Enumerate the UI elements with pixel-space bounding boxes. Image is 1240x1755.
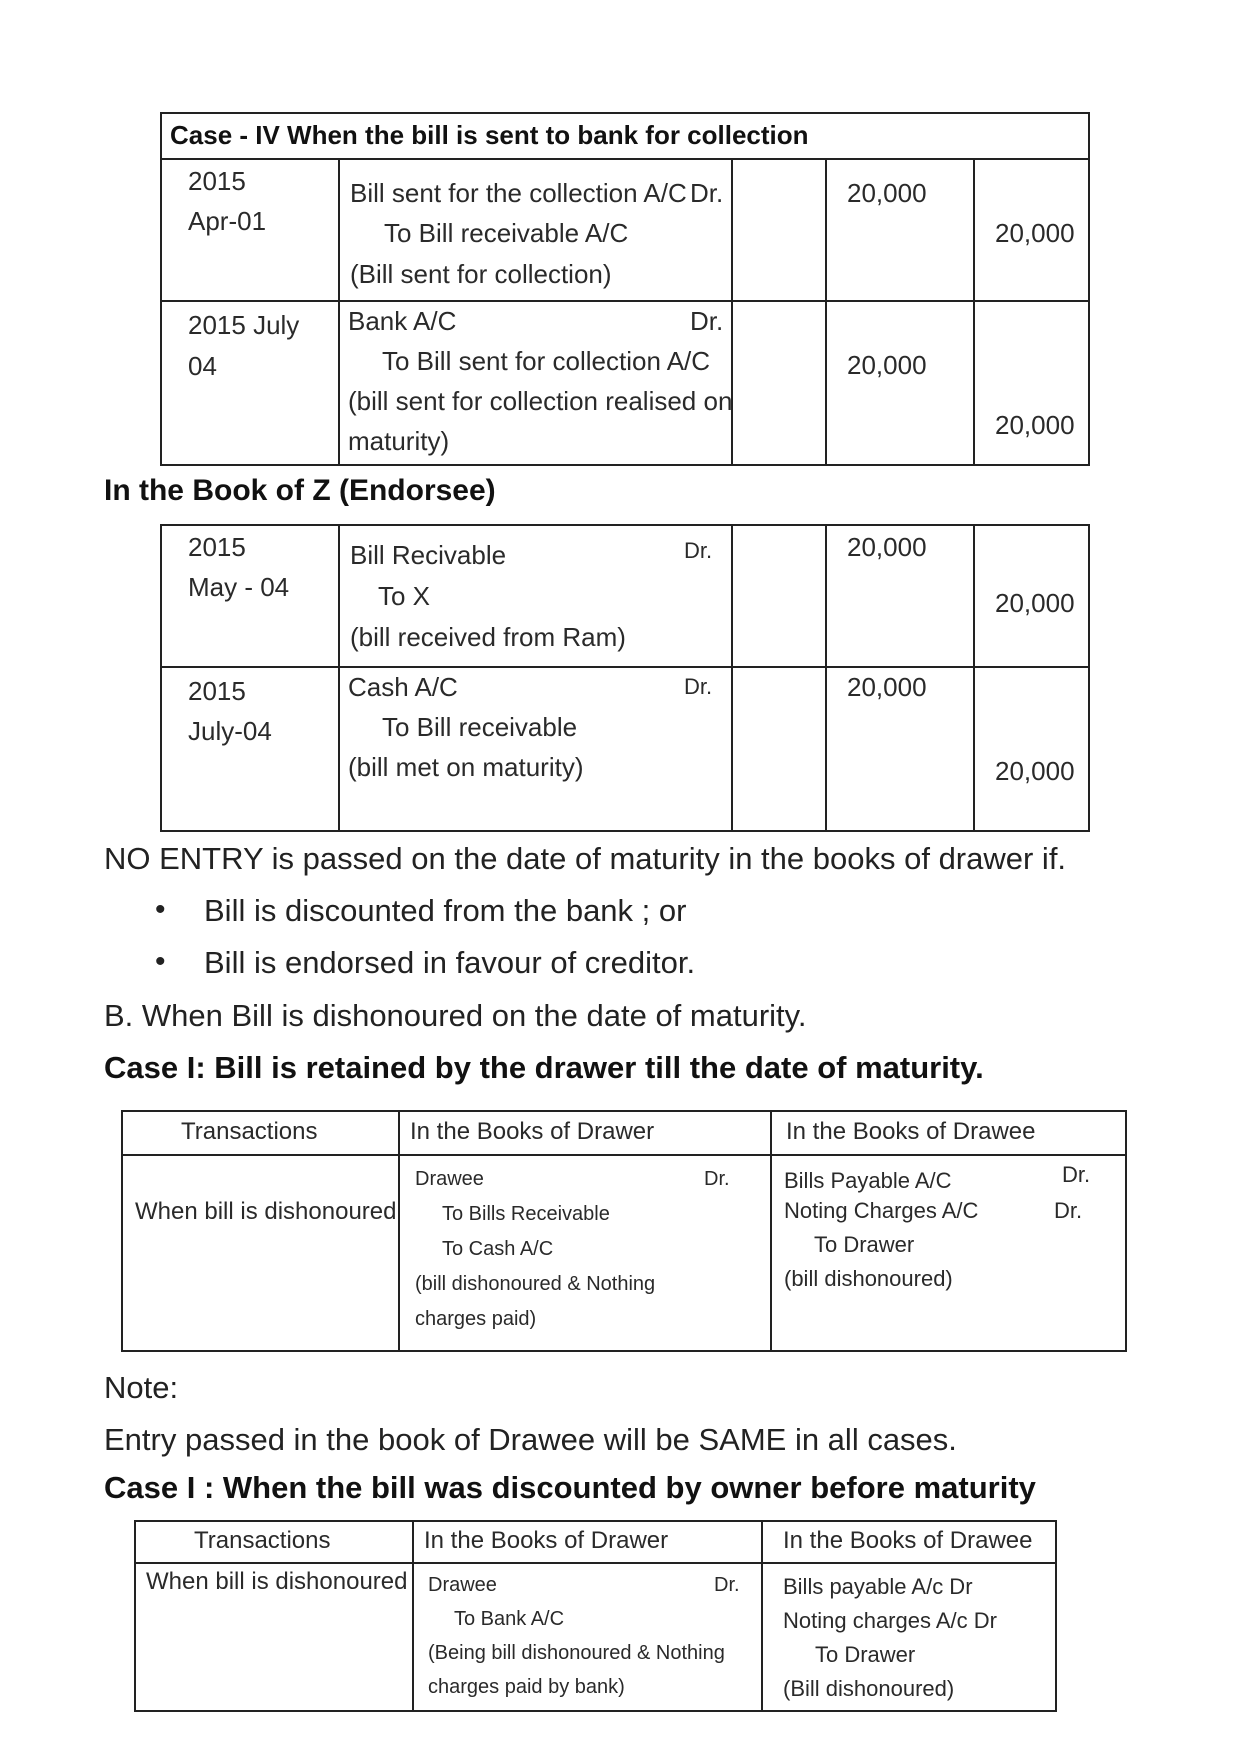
note-label: Note: bbox=[104, 1370, 179, 1405]
table-header-row bbox=[135, 1521, 1056, 1563]
drawer-entry-line: To Bank A/C bbox=[454, 1608, 565, 1630]
drawee-dr-label: Dr. bbox=[1054, 1198, 1083, 1223]
entry-narration: (bill met on maturity) bbox=[348, 752, 584, 782]
drawer-entry-line: To Cash A/C bbox=[442, 1238, 554, 1260]
case-1b-table bbox=[134, 1520, 1057, 1712]
no-entry-bullet: Bill is endorsed in favour of creditor. bbox=[204, 945, 696, 980]
entry-date-year: 2015 July bbox=[188, 310, 300, 340]
drawer-entry-line: To Bills Receivable bbox=[442, 1203, 610, 1225]
drawee-entry-line: To Drawer bbox=[815, 1642, 916, 1667]
case-1-table bbox=[121, 1110, 1127, 1352]
drawee-entry-line: Bills Payable A/C bbox=[784, 1168, 952, 1193]
drawer-entry-line: (bill dishonoured & Nothing bbox=[415, 1273, 656, 1295]
transaction-label: When bill is dishonoured bbox=[135, 1198, 397, 1225]
credit-amount: 20,000 bbox=[995, 218, 1075, 248]
entry-narration: (Bill sent for collection) bbox=[350, 259, 612, 289]
case-1-heading: Case I: Bill is retained by the drawer till the date of maturity. bbox=[104, 1050, 984, 1085]
entry-particular: Bank A/C bbox=[348, 306, 457, 336]
entry-date-year: 2015 bbox=[188, 532, 246, 562]
debit-amount: 20,000 bbox=[847, 350, 927, 380]
case-1b-heading: Case I : When the bill was discounted by owner before maturity bbox=[104, 1470, 1036, 1505]
journal-row bbox=[161, 159, 1089, 301]
drawer-dr-label: Dr. bbox=[704, 1168, 730, 1190]
credit-amount: 20,000 bbox=[995, 588, 1075, 618]
table-header-row bbox=[122, 1111, 1126, 1155]
drawee-entry-line: To Drawer bbox=[814, 1232, 915, 1257]
credit-amount: 20,000 bbox=[995, 756, 1075, 786]
table-row bbox=[122, 1155, 1126, 1351]
column-header: Transactions bbox=[194, 1527, 331, 1554]
entry-particular: Bill sent for the collection A/C bbox=[350, 178, 687, 208]
drawer-entry-line: (Being bill dishonoured & Nothing bbox=[428, 1642, 725, 1664]
table-row bbox=[135, 1563, 1056, 1711]
credit-amount: 20,000 bbox=[995, 410, 1075, 440]
journal-row bbox=[161, 525, 1089, 667]
entry-particular: Cash A/C bbox=[348, 672, 458, 702]
bullet-marker: • bbox=[155, 945, 166, 978]
entry-particular: To Bill sent for collection A/C bbox=[382, 346, 711, 376]
drawer-dr-label: Dr. bbox=[714, 1574, 740, 1596]
drawer-entry-line: charges paid) bbox=[415, 1308, 537, 1330]
entry-date-day: July-04 bbox=[188, 716, 272, 746]
section-b-heading: B. When Bill is dishonoured on the date of maturity. bbox=[104, 998, 807, 1033]
entry-particular: Bill Recivable bbox=[350, 540, 507, 570]
entry-particular: To Bill receivable A/C bbox=[384, 218, 629, 248]
endorsee-table bbox=[160, 524, 1090, 832]
drawee-entry-line: Noting Charges A/C bbox=[784, 1198, 979, 1223]
entry-date-day: May - 04 bbox=[188, 572, 290, 602]
entry-dr-label: Dr. bbox=[684, 538, 713, 563]
journal-row bbox=[161, 667, 1089, 831]
entry-dr-label: Dr. bbox=[690, 306, 724, 336]
bullet-marker: • bbox=[155, 893, 166, 926]
debit-amount: 20,000 bbox=[847, 178, 927, 208]
endorsee-heading: In the Book of Z (Endorsee) bbox=[104, 474, 496, 507]
drawee-entry-line: Noting charges A/c Dr bbox=[783, 1608, 997, 1633]
drawee-dr-label: Dr. bbox=[1062, 1162, 1091, 1187]
note-text: Entry passed in the book of Drawee will be SAME in all cases. bbox=[104, 1422, 957, 1457]
entry-date-day: 04 bbox=[188, 351, 217, 381]
entry-narration: (bill received from Ram) bbox=[350, 622, 626, 652]
transaction-label: When bill is dishonoured bbox=[146, 1568, 408, 1595]
debit-amount: 20,000 bbox=[847, 672, 927, 702]
entry-particular: To X bbox=[378, 581, 431, 611]
entry-date-day: Apr-01 bbox=[188, 206, 267, 236]
journal-row bbox=[161, 301, 1089, 465]
entry-date-year: 2015 bbox=[188, 676, 246, 706]
entry-particular: To Bill receivable bbox=[382, 712, 578, 742]
entry-narration: (bill sent for collection realised on bbox=[348, 386, 733, 416]
entry-narration: maturity) bbox=[348, 426, 450, 456]
entry-dr-label: Dr. bbox=[690, 178, 724, 208]
entry-dr-label: Dr. bbox=[684, 674, 713, 699]
case-iv-title: Case - IV When the bill is sent to bank for collection bbox=[170, 120, 809, 150]
drawer-entry-line: Drawee bbox=[415, 1168, 484, 1190]
entry-date-year: 2015 bbox=[188, 166, 246, 196]
drawer-entry-line: Drawee bbox=[428, 1574, 497, 1596]
no-entry-text: NO ENTRY is passed on the date of maturity in the books of drawer if. bbox=[104, 841, 1067, 876]
column-header: In the Books of Drawee bbox=[783, 1527, 1033, 1554]
column-header: In the Books of Drawer bbox=[410, 1118, 655, 1145]
no-entry-bullet: Bill is discounted from the bank ; or bbox=[204, 893, 687, 928]
column-header: In the Books of Drawer bbox=[424, 1527, 669, 1554]
drawer-entry-line: charges paid by bank) bbox=[428, 1676, 625, 1698]
column-header: In the Books of Drawee bbox=[786, 1118, 1036, 1145]
drawee-entry-line: (bill dishonoured) bbox=[784, 1266, 953, 1291]
column-header: Transactions bbox=[181, 1118, 318, 1145]
debit-amount: 20,000 bbox=[847, 532, 927, 562]
case-iv-table bbox=[160, 112, 1090, 466]
drawee-entry-line: (Bill dishonoured) bbox=[783, 1676, 955, 1701]
drawee-entry-line: Bills payable A/c Dr bbox=[783, 1574, 973, 1599]
